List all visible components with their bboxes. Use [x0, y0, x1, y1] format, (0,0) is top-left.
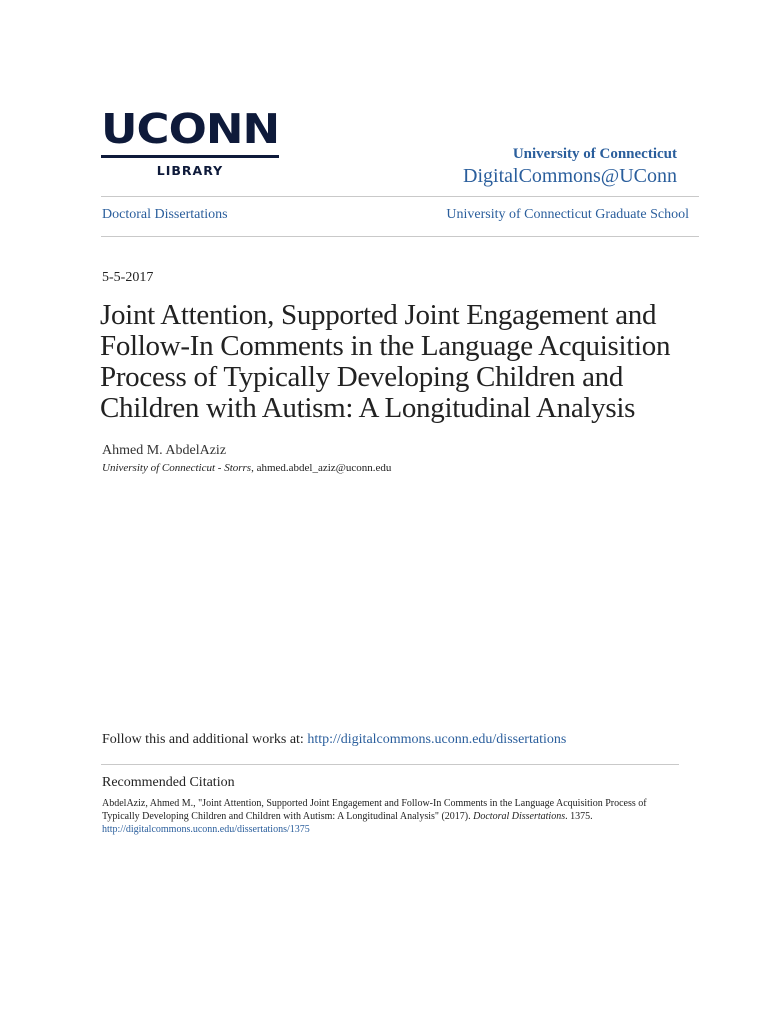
title-line: Children with Autism: A Longitudinal Analysis — [100, 392, 636, 424]
brand-university: University of Connecticut — [512, 146, 677, 162]
header-divider-top — [101, 196, 699, 197]
citation-url-link[interactable]: http://digitalcommons.uconn.edu/dissertations/1375 — [102, 824, 310, 835]
citation-heading: Recommended Citation — [102, 775, 235, 790]
logo-subtext: LIBRARY — [156, 163, 224, 178]
affiliation-institution: University of Connecticut - Storrs — [102, 462, 252, 474]
citation-body: AbdelAziz, Ahmed M., "Joint Attention, Supported Joint Engagement and Follow-In Comments in the Language Acquisition Process of Typically Developing Children and Children with Autism: A Longitudinal Analysis" (2017). — [102, 798, 647, 822]
title-line: Joint Attention, Supported Joint Engagement and — [100, 299, 657, 331]
citation-divider — [101, 764, 679, 765]
repository-brand[interactable] — [463, 145, 677, 189]
nav-link-graduate-school[interactable]: University of Connecticut Graduate School — [446, 207, 689, 222]
author-name: Ahmed M. AbdelAziz — [102, 443, 227, 458]
brand-repository: DigitalCommons@UConn — [463, 165, 677, 187]
nav-link-doctoral-dissertations[interactable]: Doctoral Dissertations — [102, 207, 228, 222]
title-line: Process of Typically Developing Children and — [100, 361, 624, 393]
header-divider-bottom — [101, 236, 699, 237]
author-email: ahmed.abdel_aziz@uconn.edu — [256, 462, 392, 474]
title-line: Follow-In Comments in the Language Acquisition — [100, 330, 671, 362]
logo-wordmark: UCONN — [101, 104, 280, 154]
publication-date: 5-5-2017 — [102, 270, 154, 285]
follow-label: Follow this and additional works at: — [102, 732, 308, 747]
citation-text — [102, 797, 682, 836]
follow-url-link[interactable]: http://digitalcommons.uconn.edu/dissertations — [307, 732, 567, 747]
citation-number: . 1375. — [565, 811, 593, 822]
uconn-library-logo[interactable] — [101, 104, 281, 180]
citation-series: Doctoral Dissertations — [473, 811, 566, 822]
follow-line — [102, 732, 566, 748]
author-affiliation: University of Connecticut - Storrs, ahmed.abdel_aziz@uconn.edu — [102, 462, 392, 474]
logo-divider — [101, 155, 279, 158]
document-title — [100, 300, 700, 424]
